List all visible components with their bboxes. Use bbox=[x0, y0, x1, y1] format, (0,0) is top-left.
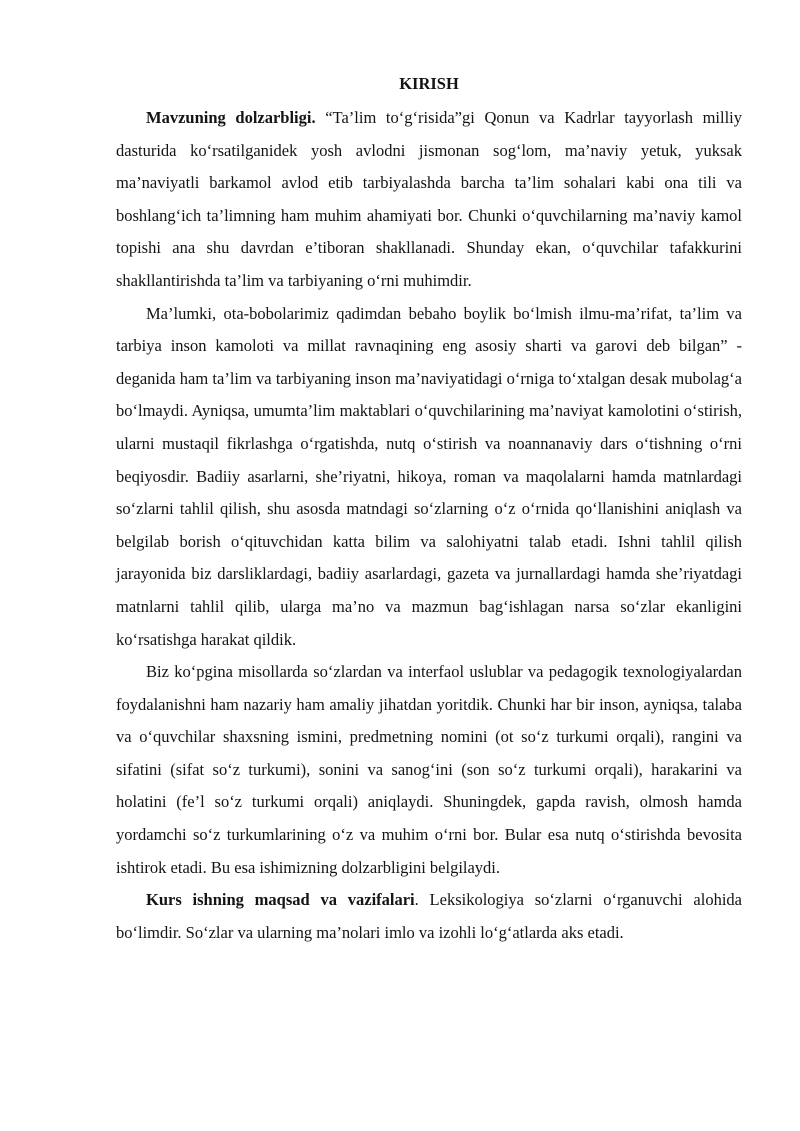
paragraph-lead: Mavzuning dolzarbligi. bbox=[146, 108, 316, 127]
paragraph-text: . Leksikologiya so‘zlarni o‘rganuvchi alohida bo‘limdir. So‘zlar va ularning ma’nolari imlo va izohli lo‘g‘atlarda aks etadi. bbox=[116, 890, 742, 942]
document-body bbox=[116, 72, 742, 949]
paragraph-text: “Ta’lim to‘g‘risida”gi Qonun va Kadrlar tayyorlash milliy dasturida ko‘rsatilganidek yosh avlodni jismonan sog‘lom, ma’naviy yetuk, yuksak ma’naviyatli barkamol avlod etib tarbiyalashda barcha ta’lim sohalari kabi ona tili va boshlang‘ich ta’limning ham muhim ahamiyati bor. Chunki o‘quvchilarning ma’naviy kamol topishi ana shu davrdan e’tiboran shakllanadi. Shunday ekan, o‘quvchilar tafakkurini shakllantirishda ta’lim va tarbiyaning o‘rni muhimdir. bbox=[116, 108, 742, 290]
paragraph-text: Biz ko‘pgina misollarda so‘zlardan va interfaol uslublar va pedagogik texnologiyalardan foydalanishni ham nazariy ham amaliy jihatdan yoritdik. Chunki har bir inson, ayniqsa, talaba va o‘quvchilar shaxsning ismini, predmetning nomini (ot so‘z turkumi orqali), rangini va sifatini (sifat so‘z turkumi), sonini va sanog‘ini (son so‘z turkumi orqali), harakarini va holatini (fe’l so‘z turkumi orqali) aniqlaydi. Shuningdek, gapda ravish, olmosh hamda yordamchi so‘z turkumlarining o‘z va muhim o‘rni bor. Bular esa nutq o‘stirishda bevosita ishtirok etadi. Bu esa ishimizning dolzarbligini belgilaydi. bbox=[116, 662, 742, 877]
paragraph-education bbox=[116, 298, 742, 657]
paragraph-relevance bbox=[116, 102, 742, 298]
paragraph-goals bbox=[116, 884, 742, 949]
paragraph-lead: Kurs ishning maqsad va vazifalari bbox=[146, 890, 415, 910]
paragraph-methods bbox=[116, 656, 742, 884]
paragraph-text: Ma’lumki, ota-bobolarimiz qadimdan bebaho boylik bo‘lmish ilmu-ma’rifat, ta’lim va tarbiya inson kamoloti va millat ravnaqining eng asosiy sharti va garovi deb bilgan” - deganida ham ta’lim va tarbiyaning inson ma’naviyatidagi o‘rniga to‘xtalgan desak mubolag‘a bo‘lmaydi. Ayniqsa, umumta’lim maktablari o‘quvchilarining ma’naviyat kamolotini o‘stirish, ularni mustaqil fikrlashga o‘rgatishda, nutq o‘stirish va noannanaviy dars o‘tishning o‘rni beqiyosdir. Badiiy asarlarni, she’riyatni, hikoya, roman va maqolalarni hamda matnlardagi so‘zlarni tahlil qilish, shu asosda matndagi so‘zlarning o‘z o‘rnida qo‘llanishini aniqlash va belgilab borish o‘qituvchidan katta bilim va salohiyatni talab etadi. Ishni tahlil qilish jarayonida biz darsliklardagi, badiiy asarlardagi, gazeta va jurnallardagi hamda she’riyatdagi matnlarni tahlil qilib, ularga ma’no va mazmun bag‘ishlagan narsa so‘zlar ekanligini ko‘rsatishga harakat qildik. bbox=[116, 303, 742, 649]
page-title: KIRISH bbox=[399, 74, 459, 93]
